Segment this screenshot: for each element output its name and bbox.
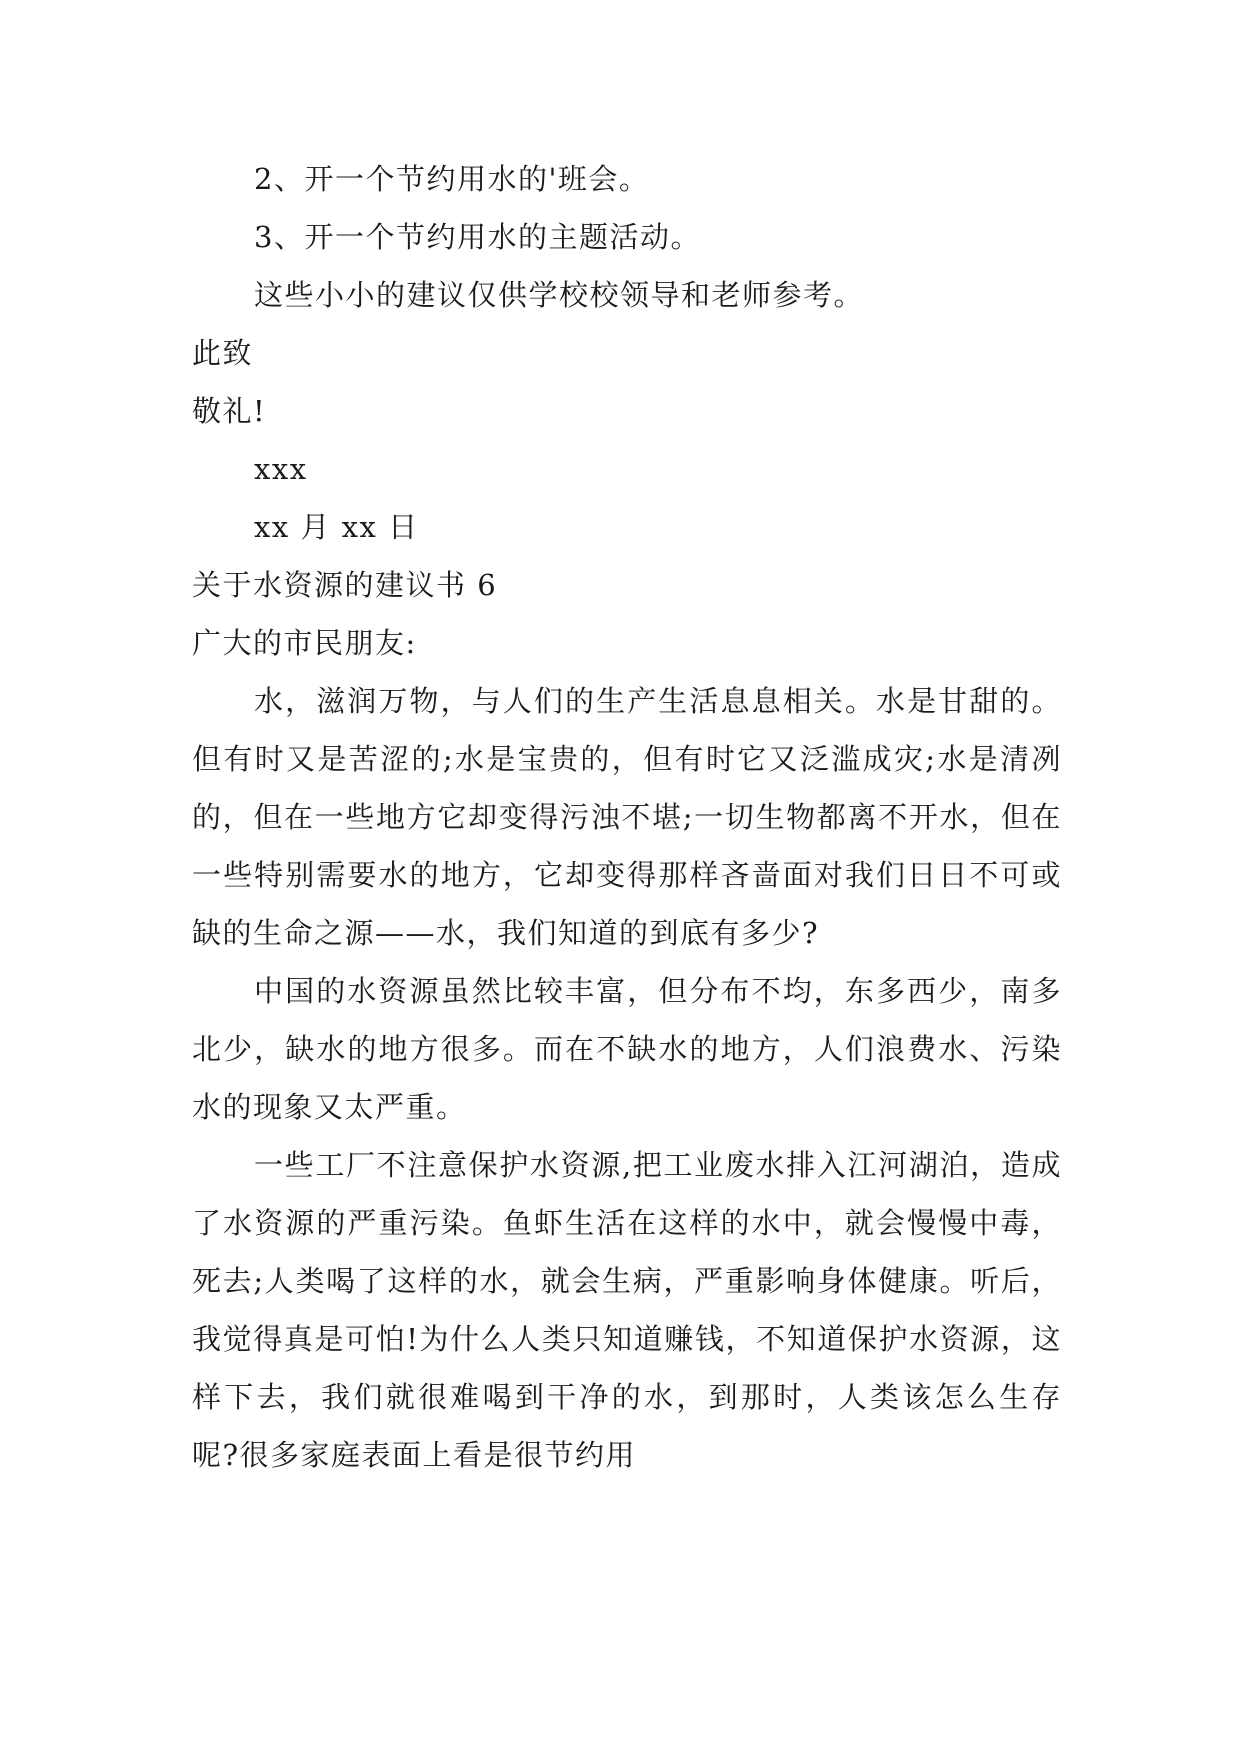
document-body — [192, 150, 1062, 1484]
greeting: 广大的市民朋友: — [192, 626, 417, 660]
salutation-jingli: 敬礼! — [192, 394, 267, 428]
closing-remark: 这些小小的建议仅供学校校领导和老师参考。 — [254, 278, 865, 312]
list-item-2: 2、开一个节约用水的'班会。 — [254, 162, 650, 196]
list-item-3: 3、开一个节约用水的主题活动。 — [254, 220, 701, 254]
date: xx 月 xx 日 — [254, 510, 419, 544]
salutation-cizhi: 此致 — [192, 336, 254, 370]
section-title: 关于水资源的建议书 6 — [192, 568, 498, 602]
signature: xxx — [254, 452, 308, 486]
paragraph-3: 一些工厂不注意保护水资源,把工业废水排入江河湖泊，造成了水资源的严重污染。鱼虾生活在这样的水中，就会慢慢中毒，死去;人类喝了这样的水，就会生病，严重影响身体健康。听后，我觉得真是可怕!为什么人类只知道赚钱，不知道保护水资源，这样下去，我们就很难喝到干净的水，到那时，人类该怎么生存呢?很多家庭表面上看是很节约用 — [192, 1148, 1062, 1472]
paragraph-2: 中国的水资源虽然比较丰富，但分布不均，东多西少，南多北少，缺水的地方很多。而在不缺水的地方，人们浪费水、污染水的现象又太严重。 — [192, 974, 1062, 1124]
paragraph-1: 水，滋润万物，与人们的生产生活息息相关。水是甘甜的。但有时又是苦涩的;水是宝贵的，但有时它又泛滥成灾;水是清冽的，但在一些地方它却变得污浊不堪;一切生物都离不开水，但在一些特别需要水的地方，它却变得那样吝啬面对我们日日不可或缺的生命之源——水，我们知道的到底有多少? — [192, 684, 1062, 950]
